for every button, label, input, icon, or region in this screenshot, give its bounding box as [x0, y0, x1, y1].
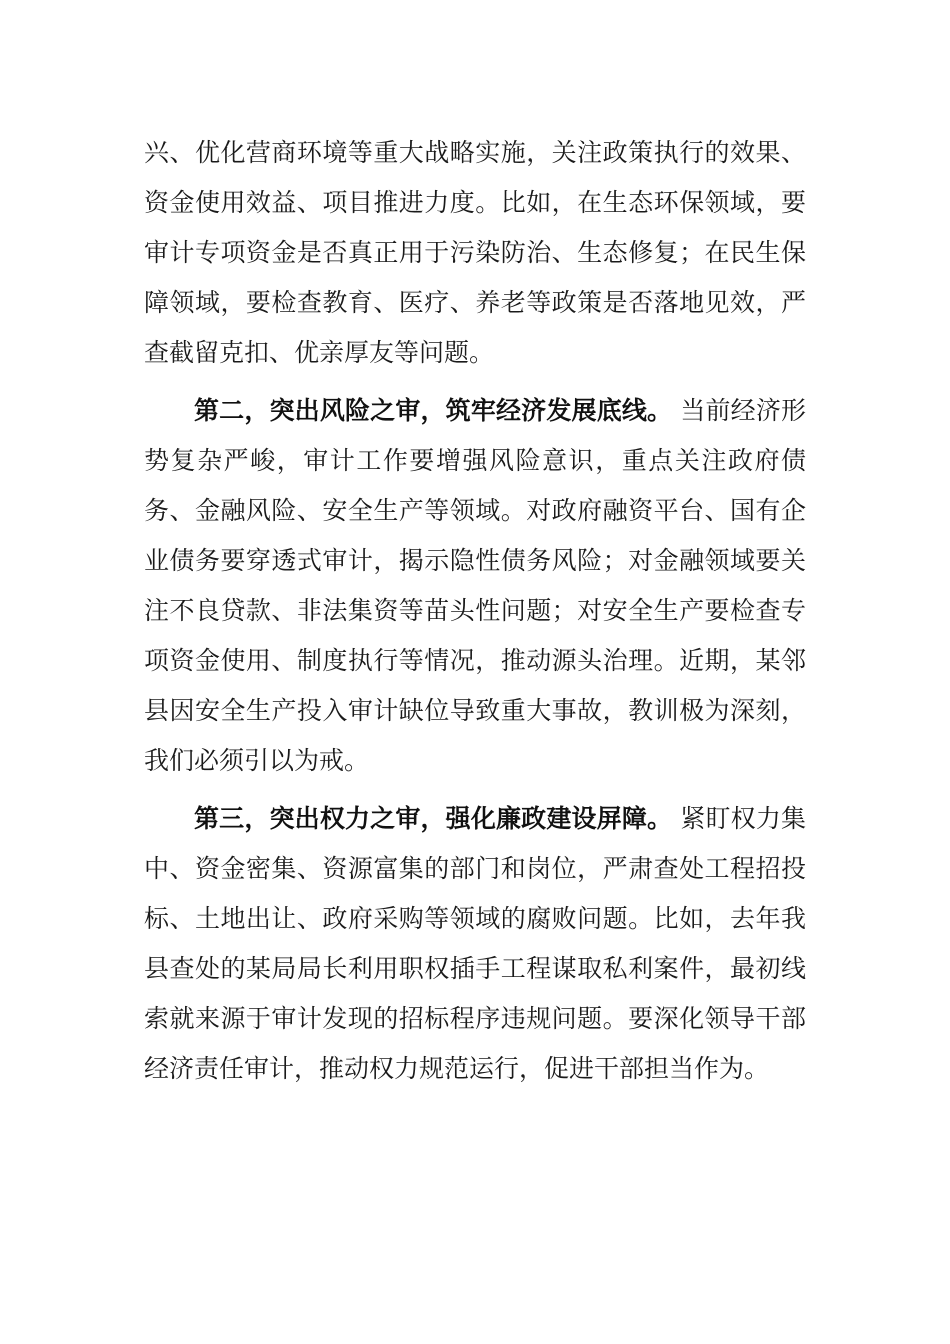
paragraph-risk-audit [144, 386, 806, 786]
paragraph-heading: 第二，突出风险之审，筑牢经济发展底线。 [194, 396, 673, 425]
paragraph-text: 当前经济形势复杂严峻，审计工作要增强风险意识，重点关注政府债务、金融风险、安全生产等领域。对政府融资平台、国有企业债务要穿透式审计，揭示隐性债务风险；对金融领域要关注不良贷款、非法集资等苗头性问题；对安全生产要检查专项资金使用、制度执行等情况，推动源头治理。近期，某邻县因安全生产投入审计缺位导致重大事故，教训极为深刻，我们必须引以为戒。 [144, 396, 806, 775]
paragraph-continuation [144, 128, 806, 378]
document-body [144, 128, 806, 1102]
paragraph-heading: 第三，突出权力之审，强化廉政建设屏障。 [194, 804, 673, 833]
paragraph-power-audit [144, 794, 806, 1094]
paragraph-text: 兴、优化营商环境等重大战略实施，关注政策执行的效果、资金使用效益、项目推进力度。比如，在生态环保领域，要审计专项资金是否真正用于污染防治、生态修复；在民生保障领域，要检查教育、医疗、养老等政策是否落地见效，严查截留克扣、优亲厚友等问题。 [144, 138, 806, 367]
paragraph-text: 紧盯权力集中、资金密集、资源富集的部门和岗位，严肃查处工程招投标、土地出让、政府采购等领域的腐败问题。比如，去年我县查处的某局局长利用职权插手工程谋取私利案件，最初线索就来源于审计发现的招标程序违规问题。要深化领导干部经济责任审计，推动权力规范运行，促进干部担当作为。 [144, 804, 806, 1083]
